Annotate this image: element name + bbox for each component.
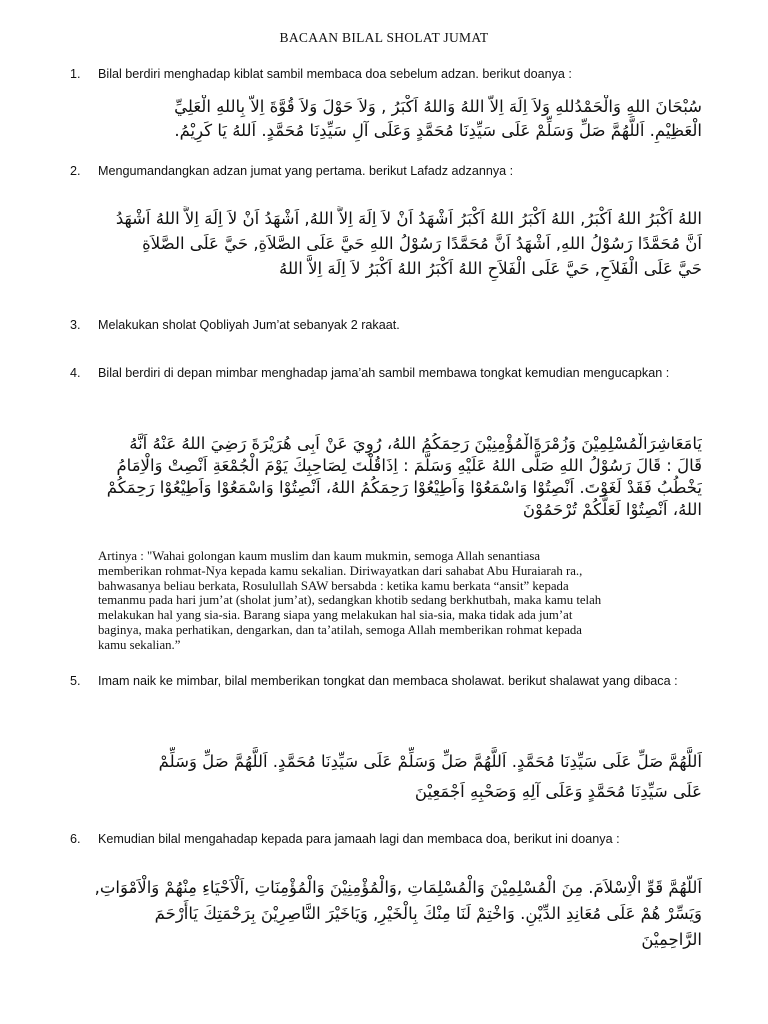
arabic-doa-before-adzan xyxy=(70,95,702,143)
list-item-number: 6. xyxy=(70,832,81,846)
arabic-adzan xyxy=(70,206,702,281)
translation-line: kamu sekalian.” xyxy=(98,637,181,652)
list-item-text: Imam naik ke mimbar, bilal memberikan tongkat dan membaca sholawat. berikut shalawat yang dibaca : xyxy=(98,674,678,688)
arabic-line: الرَّاحِمِيْنَ xyxy=(641,930,702,949)
translation-line: temanmu pada hari jum’at (sholat jum’at), sedangkan khotib sedang berkhutbah, maka kamu telah xyxy=(98,593,602,608)
translation-line: melakukan hal yang sia-sia. Barang siapa yang melakukan hal sia-sia, maka tidak ada jum’at xyxy=(98,608,573,623)
list-item-5 xyxy=(70,671,690,692)
list-item-1 xyxy=(70,64,690,85)
list-item-2 xyxy=(70,161,690,182)
arabic-line: اَللَّهُمَّ قَوِّ الْاِسْلاَمَ. مِنَ الْمُسْلِمِيْنَ وَالْمُسْلِمَاتِ ,وَالْمُؤْمِنِيْنَ وَالْمُؤْمِنَاتِ ,اَلْاَحْيَاءِ مِنْهُمْ وَالْاَمْوَاتِ, xyxy=(94,878,702,897)
list-item-number: 3. xyxy=(70,318,81,332)
list-item-number: 1. xyxy=(70,67,81,81)
list-item-number: 5. xyxy=(70,674,81,688)
list-item-text: Bilal berdiri menghadap kiblat sambil membaca doa sebelum adzan. berikut doanya : xyxy=(98,67,572,81)
translation-line: memberikan rohmat-Nya kepada kamu sekalian. Diriwayatkan dari sahabat Abu Huraiarah ra., xyxy=(98,563,583,578)
arabic-line: يَخْطُبُ فَقَدْ لَغَوْتَ. اَنْصِتُوْا وَاسْمَعُوْا وَاَطِيْعُوْا رَحِمَكُمُ اللهُ، اَنْصِتُوْا وَاسْمَعُوْا وَاَطِيْعُوْا رَحِمَكُمْ xyxy=(106,478,702,497)
arabic-line: اللهُ اَكْبَرُ اللهُ اَكْبَرُ, اللهُ اَكْبَرُ اللهُ اَكْبَرُ اَشْهَدُ اَنْ لاَ اِلَهَ اِلاَّ اللهُ, اَشْهَدُ اَنْ لاَ اِلَهَ اِلاَّ اللهُ اَشْهَدُ xyxy=(115,209,702,228)
arabic-shalawat xyxy=(70,747,702,807)
arabic-line: يَامَعَاشِرَالْمُسْلِمِيْنَ وَزُمْرَةَالْمُؤْمِنِيْنَ رَحِمَكُمُ اللهُ، رُوِيَ عَنْ اَبِى هُرَيْرَةَ رَضِيَ اللهُ عَنْهُ اَنَّهُ xyxy=(129,434,702,453)
document-title: BACAAN BILAL SHOLAT JUMAT xyxy=(279,30,489,45)
list-item-text: Mengumandangkan adzan jumat yang pertama. berikut Lafadz adzannya : xyxy=(98,164,514,178)
list-item-3 xyxy=(70,315,690,336)
list-item-4 xyxy=(70,363,690,384)
arabic-line: عَلَى سَيِّدِنَا مُحَمَّدٍ وَعَلَى آلِهِ وَصَحْبِهِ اَجْمَعِيْنَ xyxy=(414,782,702,801)
list-item-text: Melakukan sholat Qobliyah Jum’at sebanyak 2 rakaat. xyxy=(98,318,400,332)
arabic-line: وَيَسِّرْ هُمْ عَلَى مُعَانِدِ الدِّيْنِ. وَاخْتِمْ لَنَا مِنْكَ بِالْخَيْرِ, وَيَاخَيْرَ النَّاصِرِيْنَ بِرَحْمَتِكَ يَاأَرْحَمَ xyxy=(154,904,702,923)
arabic-doa-for-jamaah xyxy=(70,875,702,953)
translation-paragraph xyxy=(98,549,698,653)
arabic-line: حَيَّ عَلَى الْفَلاَحِ, حَيَّ عَلَى الْفَلاَحِ اللهُ اَكْبَرُ اللهُ اَكْبَرُ لاَ اِلَهَ اِلاَّ اللهُ xyxy=(278,259,702,278)
arabic-line: الْعَظِيْمِ. اَللَّهُمَّ صَلِّ وَسَلِّمْ عَلَى سَيِّدِنَا مُحَمَّدٍ وَعَلَى آلِ سَيِّدِنَا مُحَمَّدٍ. اَللهُ يَا كَرِيْمُ. xyxy=(174,121,702,140)
arabic-line: اَنَّ مُحَمَّدًا رَسُوْلُ اللهِ, اَشْهَدُ اَنَّ مُحَمَّدًا رَسُوْلُ اللهِ حَيَّ عَلَى الصَّلاَةِ, حَيَّ عَلَى الصَّلاَةِ xyxy=(142,234,702,253)
list-item-text: Kemudian bilal mengahadap kepada para jamaah lagi dan membaca doa, berikut ini doanya : xyxy=(98,832,620,846)
arabic-line: قَالَ : قَالَ رَسُوْلُ اللهِ صَلَّى اللهُ عَلَيْهِ وَسَلَّمَ : اِذَاقُلْتَ لِصَاحِبِكَ يَوْمَ الْجُمْعَةِ اَنْصِتْ وَالْاِمَامُ xyxy=(116,456,702,475)
translation-line: baginya, maka perhatikan, dengarkan, dan ta’atilah, semoga Allah memberikan rohmat kepada xyxy=(98,622,582,637)
list-item-6 xyxy=(70,829,690,850)
translation-line: bahwasanya beliau berkata, Rosulullah SAW bersabda : ketika kamu berkata “ansit” kepada xyxy=(98,578,569,593)
list-item-text: Bilal berdiri di depan mimbar menghadap jama’ah sambil membawa tongkat kemudian mengucapkan : xyxy=(98,366,670,380)
arabic-line: اَللَّهُمَّ صَلِّ عَلَى سَيِّدِنَا مُحَمَّدٍ. اَللَّهُمَّ صَلِّ وَسَلِّمْ عَلَى سَيِّدِنَا مُحَمَّدٍ. اَللَّهُمَّ صَلِّ وَسَلِّمْ xyxy=(158,752,702,771)
arabic-line: سُبْحَانَ اللهِ وَالْحَمْدُللهِ وَلاَ اِلَهَ اِلاَّ اللهُ وَاللهُ اَكْبَرُ , وَلاَ حَوْلَ وَلاَ قُوَّةَ اِلاَّ بِاللهِ الْعَلِيِّ xyxy=(174,97,702,116)
list-item-number: 4. xyxy=(70,366,81,380)
arabic-khutbah-announcement xyxy=(70,433,702,521)
arabic-line: اللهُ، اَنْصِتُوْا لَعَلَّكُمْ تُرْحَمُوْنَ xyxy=(522,500,702,519)
list-item-number: 2. xyxy=(70,164,81,178)
translation-line: Artinya : "Wahai golongan kaum muslim dan kaum mukmin, semoga Allah senantiasa xyxy=(98,549,541,563)
